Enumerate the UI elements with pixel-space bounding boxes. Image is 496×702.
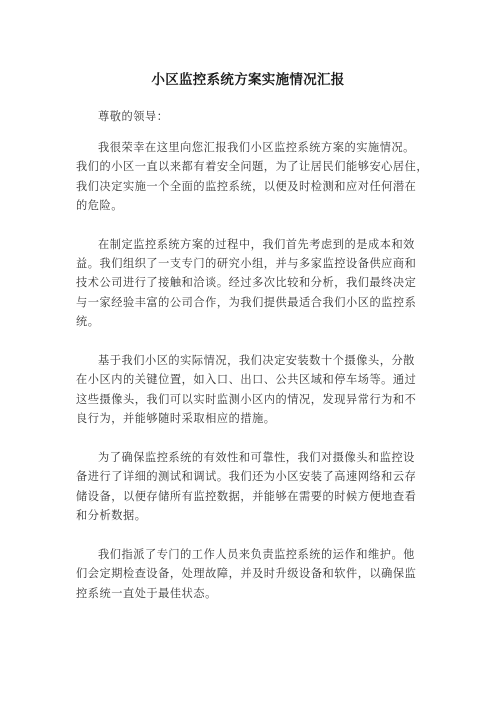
- salutation: 尊敬的领导：: [98, 110, 169, 123]
- document-title: 小区监控系统方案实施情况汇报: [151, 72, 345, 88]
- paragraph-1-line-3: 我们决定实施一个全面的监控系统，以便及时检测和应对任何潜在: [76, 180, 417, 193]
- paragraph-1-line-2: 我们的小区一直以来都有着安全问题，为了让居民们能够安心居住，: [76, 160, 429, 173]
- paragraph-4-line-4: 和分析数据。: [76, 509, 147, 522]
- paragraph-2-line-2: 益。我们组织了一支专门的研究小组，并与多家监控设备供应商和: [76, 257, 417, 270]
- paragraph-2-line-4: 与一家经验丰富的公司合作，为我们提供最适合我们小区的监控系: [76, 296, 417, 309]
- paragraph-3-line-2: 在小区内的关键位置，如入口、出口、公共区域和停车场等。通过: [76, 373, 417, 386]
- paragraph-3-line-3: 这些摄像头，我们可以实时监测小区内的情况，发现异常行为和不: [76, 393, 417, 406]
- paragraph-1-line-4: 的危险。: [76, 199, 123, 212]
- paragraph-4-line-1: 为了确保监控系统的有效性和可靠性，我们对摄像头和监控设: [98, 451, 415, 464]
- paragraph-4-line-2: 备进行了详细的测试和调试。我们还为小区安装了高速网络和云存: [76, 470, 417, 483]
- paragraph-5-line-2: 们会定期检查设备，处理故障，并及时升级设备和软件，以确保监: [76, 567, 417, 580]
- paragraph-1-line-1: 我很荣幸在这里向您汇报我们小区监控系统方案的实施情况。: [98, 141, 415, 154]
- paragraph-2-line-5: 统。: [76, 315, 100, 328]
- paragraph-5-line-3: 控系统一直处于最佳状态。: [76, 587, 217, 600]
- paragraph-3-line-1: 基于我们小区的实际情况，我们决定安装数十个摄像头，分散: [98, 354, 415, 367]
- paragraph-2-line-3: 技术公司进行了接触和洽谈。经过多次比较和分析，我们最终决定: [76, 276, 417, 289]
- paragraph-5-line-1: 我们指派了专门的工作人员来负责监控系统的运作和维护。他: [98, 548, 415, 561]
- paragraph-4-line-3: 储设备，以便存储所有监控数据，并能够在需要的时候方便地查看: [76, 490, 417, 503]
- paragraph-3-line-4: 良行为，并能够随时采取相应的措施。: [76, 412, 276, 425]
- paragraph-2-line-1: 在制定监控系统方案的过程中，我们首先考虑到的是成本和效: [98, 238, 415, 251]
